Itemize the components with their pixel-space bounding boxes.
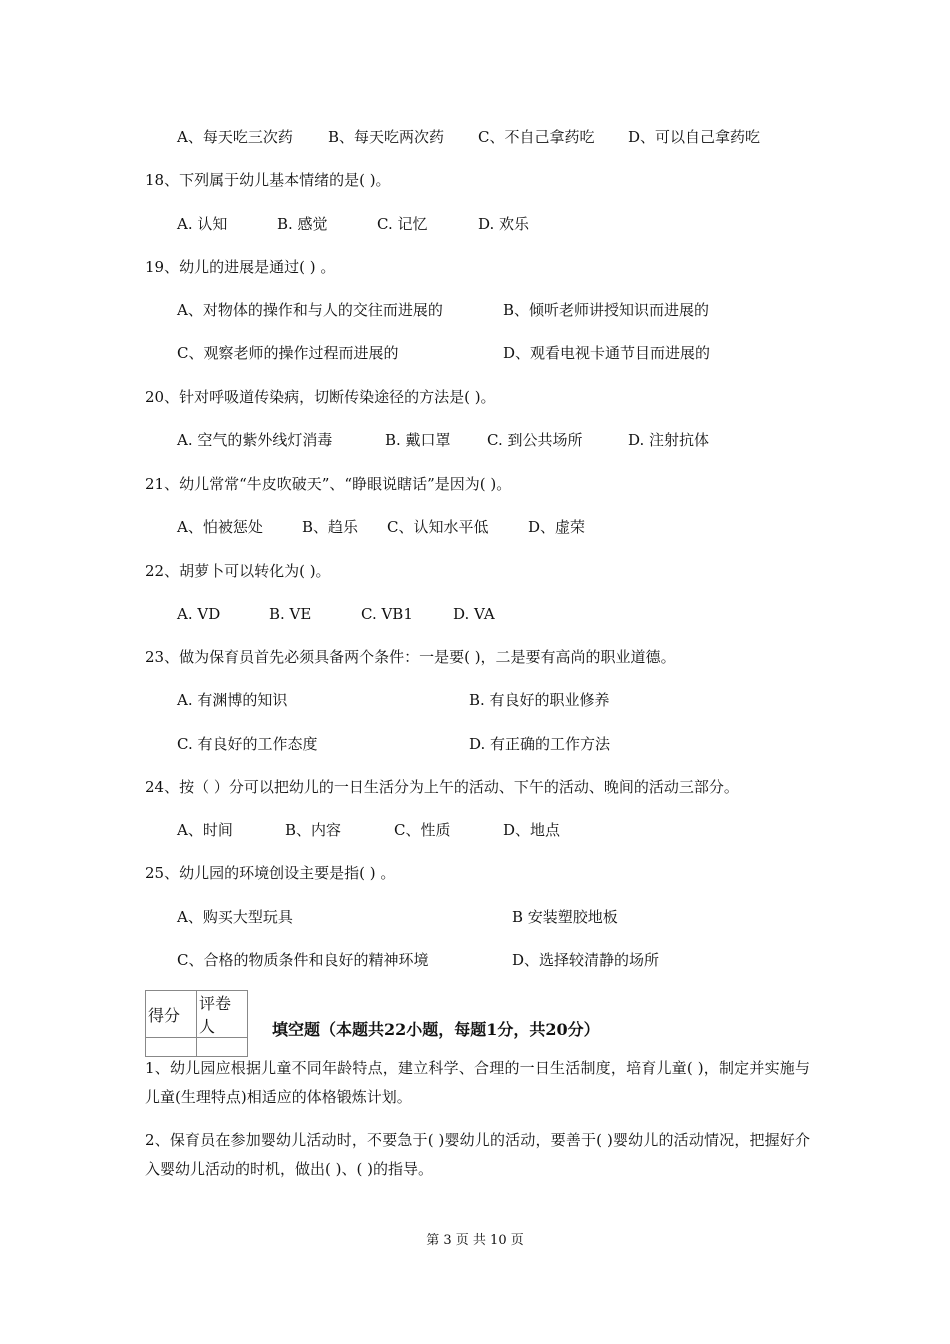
- q18-option-d: D. 欢乐: [478, 215, 530, 233]
- fill-question-1: 1、幼儿园应根据儿童不同年龄特点，建立科学、合理的一日生活制度，培育儿童( )，制定并实施与儿童(生理特点)相适应的体格锻炼计划。: [145, 1059, 810, 1106]
- q21-stem: 21、幼儿常常“牛皮吹破天”、“睁眼说瞎话”是因为( )。: [145, 475, 512, 493]
- q17-option-d: D、可以自己拿药吃: [628, 128, 761, 146]
- q23-stem: 23、做为保育员首先必须具备两个条件：一是要( )，二是要有高尚的职业道德。: [145, 648, 676, 666]
- q24-option-c: C、性质: [394, 821, 451, 839]
- q17-option-c: C、不自己拿药吃: [478, 128, 595, 146]
- q18-option-a: A. 认知: [177, 215, 228, 233]
- q23-option-b: B. 有良好的职业修养: [469, 691, 610, 709]
- q25-stem: 25、幼儿园的环境创设主要是指( ) 。: [145, 864, 396, 882]
- q25-option-d: D、选择较清静的场所: [512, 951, 660, 969]
- q24-option-a: A、时间: [177, 821, 233, 839]
- q22-option-c: C. VB1: [361, 605, 413, 623]
- grader-label: 评卷人: [197, 991, 248, 1038]
- q19-stem: 19、幼儿的进展是通过( ) 。: [145, 258, 336, 276]
- q23-option-d: D. 有正确的工作方法: [469, 735, 611, 753]
- q22-stem: 22、胡萝卜可以转化为( )。: [145, 562, 331, 580]
- q20-option-c: C. 到公共场所: [487, 431, 583, 449]
- q20-option-a: A. 空气的紫外线灯消毒: [177, 431, 333, 449]
- q23-option-c: C. 有良好的工作态度: [177, 735, 318, 753]
- q19-option-c: C、观察老师的操作过程而进展的: [177, 344, 399, 362]
- score-label: 得分: [146, 991, 197, 1038]
- q22-option-b: B. VE: [269, 605, 312, 623]
- q21-option-a: A、怕被惩处: [177, 518, 263, 536]
- q18-stem: 18、下列属于幼儿基本情绪的是( )。: [145, 171, 391, 189]
- q19-option-a: A、对物体的操作和与人的交往而进展的: [177, 301, 443, 319]
- q24-option-b: B、内容: [285, 821, 342, 839]
- q22-option-a: A. VD: [177, 605, 221, 623]
- fill-question-2: 2、保育员在参加婴幼儿活动时，不要急于( )婴幼儿的活动，要善于( )婴幼儿的活动情况，把握好介入婴幼儿活动的时机，做出( )、( )的指导。: [145, 1131, 810, 1178]
- q20-stem: 20、针对呼吸道传染病，切断传染途径的方法是( )。: [145, 388, 496, 406]
- q21-option-d: D、虚荣: [528, 518, 586, 536]
- section-title: 填空题（本题共22小题，每题1分，共20分）: [272, 1020, 600, 1039]
- q18-option-c: C. 记忆: [377, 215, 428, 233]
- q19-option-b: B、倾听老师讲授知识而进展的: [503, 301, 710, 319]
- q23-option-a: A. 有渊博的知识: [177, 691, 288, 709]
- q25-option-a: A、购买大型玩具: [177, 908, 293, 926]
- q19-option-d: D、观看电视卡通节目而进展的: [503, 344, 711, 362]
- q24-stem: 24、按（ ）分可以把幼儿的一日生活分为上午的活动、下午的活动、晚间的活动三部分。: [145, 778, 739, 796]
- page-footer: 第 3 页 共 10 页: [426, 1233, 524, 1248]
- q17-option-b: B、每天吃两次药: [328, 128, 445, 146]
- q24-option-d: D、地点: [503, 821, 561, 839]
- q17-option-a: A、每天吃三次药: [177, 128, 293, 146]
- q21-option-b: B、趋乐: [302, 518, 359, 536]
- q21-option-c: C、认知水平低: [387, 518, 489, 536]
- q25-option-c: C、合格的物质条件和良好的精神环境: [177, 951, 429, 969]
- q22-option-d: D. VA: [453, 605, 495, 623]
- score-box: [145, 990, 248, 1057]
- q25-option-b: B 安装塑胶地板: [512, 908, 618, 926]
- q20-option-d: D. 注射抗体: [628, 431, 710, 449]
- q20-option-b: B. 戴口罩: [385, 431, 451, 449]
- q18-option-b: B. 感觉: [277, 215, 328, 233]
